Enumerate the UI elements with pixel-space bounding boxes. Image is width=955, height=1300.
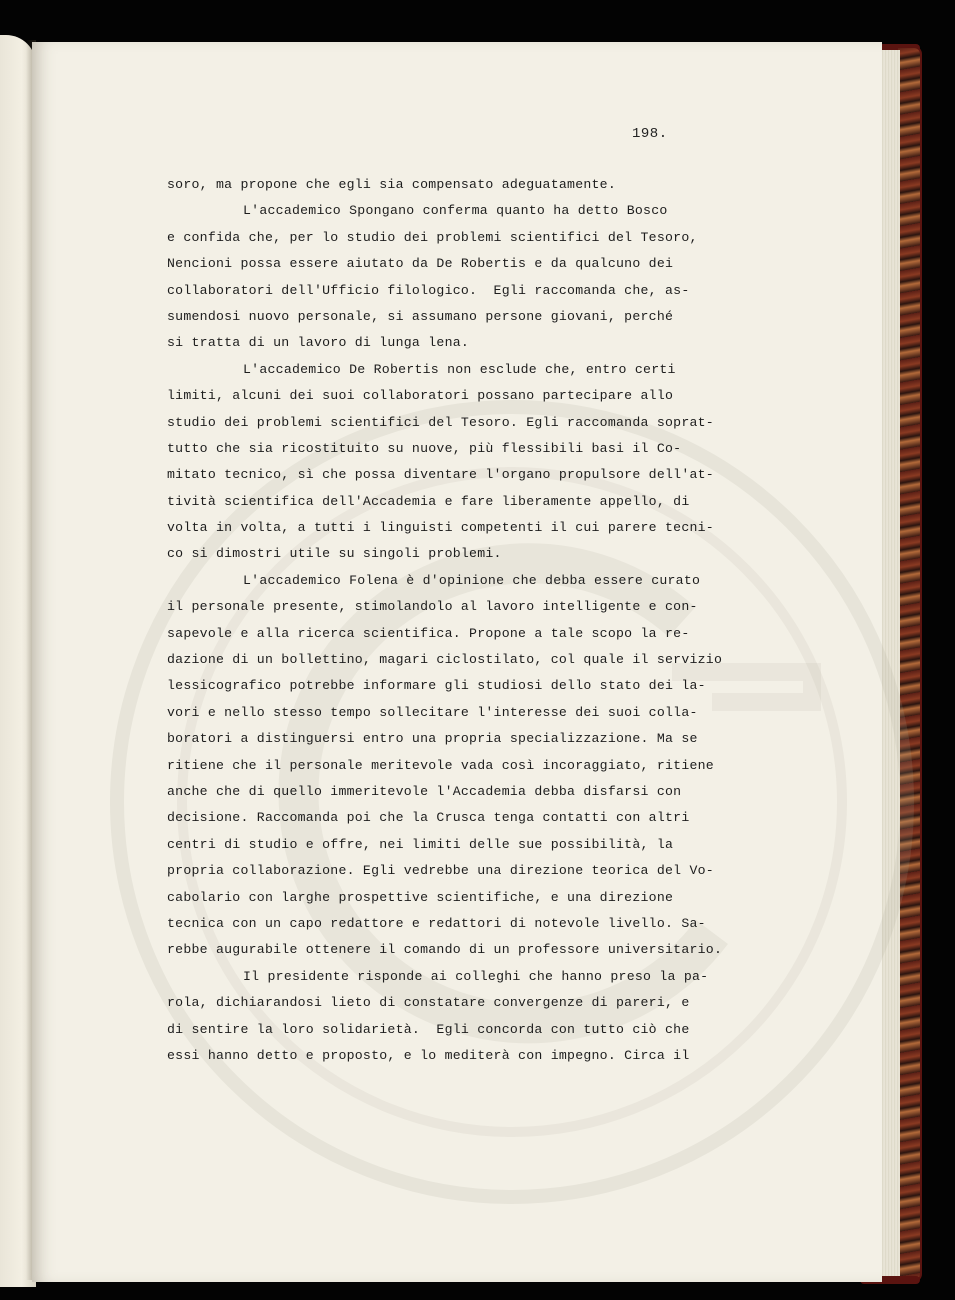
marbled-cover-edge	[898, 48, 920, 1280]
text-line: il personale presente, stimolandolo al lavoro intelligente e con-	[167, 599, 698, 615]
text-line: L'accademico Spongano conferma quanto ha detto Bosco	[243, 203, 668, 219]
text-line: studio dei problemi scientifici del Tesoro. Egli raccomanda soprat-	[167, 414, 714, 430]
text-line: propria collaborazione. Egli vedrebbe una direzione teorica del Vo-	[167, 863, 714, 879]
text-line: collaboratori dell'Ufficio filologico. Egli raccomanda che, as-	[167, 282, 690, 298]
text-line: boratori a distinguersi entro una propria specializzazione. Ma se	[167, 731, 698, 747]
text-line: soro, ma propone che egli sia compensato adeguatamente.	[167, 177, 617, 192]
text-line: centri di studio e offre, nei limiti delle sue possibilità, la	[167, 836, 674, 852]
page-number: 198.	[632, 126, 668, 142]
text-line: anche che di quello immeritevole l'Accademia debba disfarsi con	[167, 783, 682, 799]
text-line: ritiene che il personale meritevole vada così incoraggiato, ritiene	[167, 757, 714, 773]
text-line: rebbe augurabile ottenere il comando di un professore universitario.	[167, 942, 723, 958]
text-line: tecnica con un capo redattore e redattori di notevole livello. Sa-	[167, 915, 706, 931]
text-line: sumendosi nuovo personale, si assumano persone giovani, perché	[167, 308, 674, 324]
text-line: sapevole e alla ricerca scientifica. Propone a tale scopo la re-	[167, 625, 690, 641]
text-line: L'accademico De Robertis non esclude che, entro certi	[243, 361, 676, 377]
text-line: dazione di un bollettino, magari ciclostilato, col quale il servizio	[167, 652, 723, 668]
text-line: lessicografico potrebbe informare gli studiosi dello stato dei la-	[167, 678, 706, 694]
text-line: Il presidente risponde ai colleghi che hanno preso la pa-	[243, 968, 709, 984]
text-line: Nencioni possa essere aiutato da De Robertis e da qualcuno dei	[167, 256, 674, 272]
text-line: mitato tecnico, sì che possa diventare l'organo propulsore dell'at-	[167, 467, 714, 483]
text-line: cabolario con larghe prospettive scientifiche, e una direzione	[167, 889, 674, 905]
body-text	[167, 172, 727, 1069]
text-line: si tratta di un lavoro di lunga lena.	[167, 335, 470, 351]
document-page	[32, 42, 882, 1282]
text-line: vori e nello stesso tempo sollecitare l'interesse dei suoi colla-	[167, 704, 698, 720]
text-line: L'accademico Folena è d'opinione che debba essere curato	[243, 572, 701, 588]
text-line: limiti, alcuni dei suoi collaboratori possano partecipare allo	[167, 388, 674, 404]
text-line: tutto che sia ricostituito su nuove, più flessibili basi il Co-	[167, 440, 682, 456]
text-line: decisione. Raccomanda poi che la Crusca tenga contatti con altri	[167, 810, 690, 826]
text-line: co si dimostri utile su singoli problemi.	[167, 546, 502, 562]
text-line: rola, dichiarandosi lieto di constatare convergenze di pareri, e	[167, 995, 690, 1011]
text-line: essi hanno detto e proposto, e lo mediterà con impegno. Circa il	[167, 1047, 690, 1063]
text-line: tività scientifica dell'Accademia e fare liberamente appello, di	[167, 493, 690, 509]
text-line: volta in volta, a tutti i linguisti competenti il cui parere tecni-	[167, 520, 714, 536]
text-line: di sentire la loro solidarietà. Egli concorda con tutto ciò che	[167, 1021, 690, 1037]
text-line: e confida che, per lo studio dei problemi scientifici del Tesoro,	[167, 229, 698, 245]
